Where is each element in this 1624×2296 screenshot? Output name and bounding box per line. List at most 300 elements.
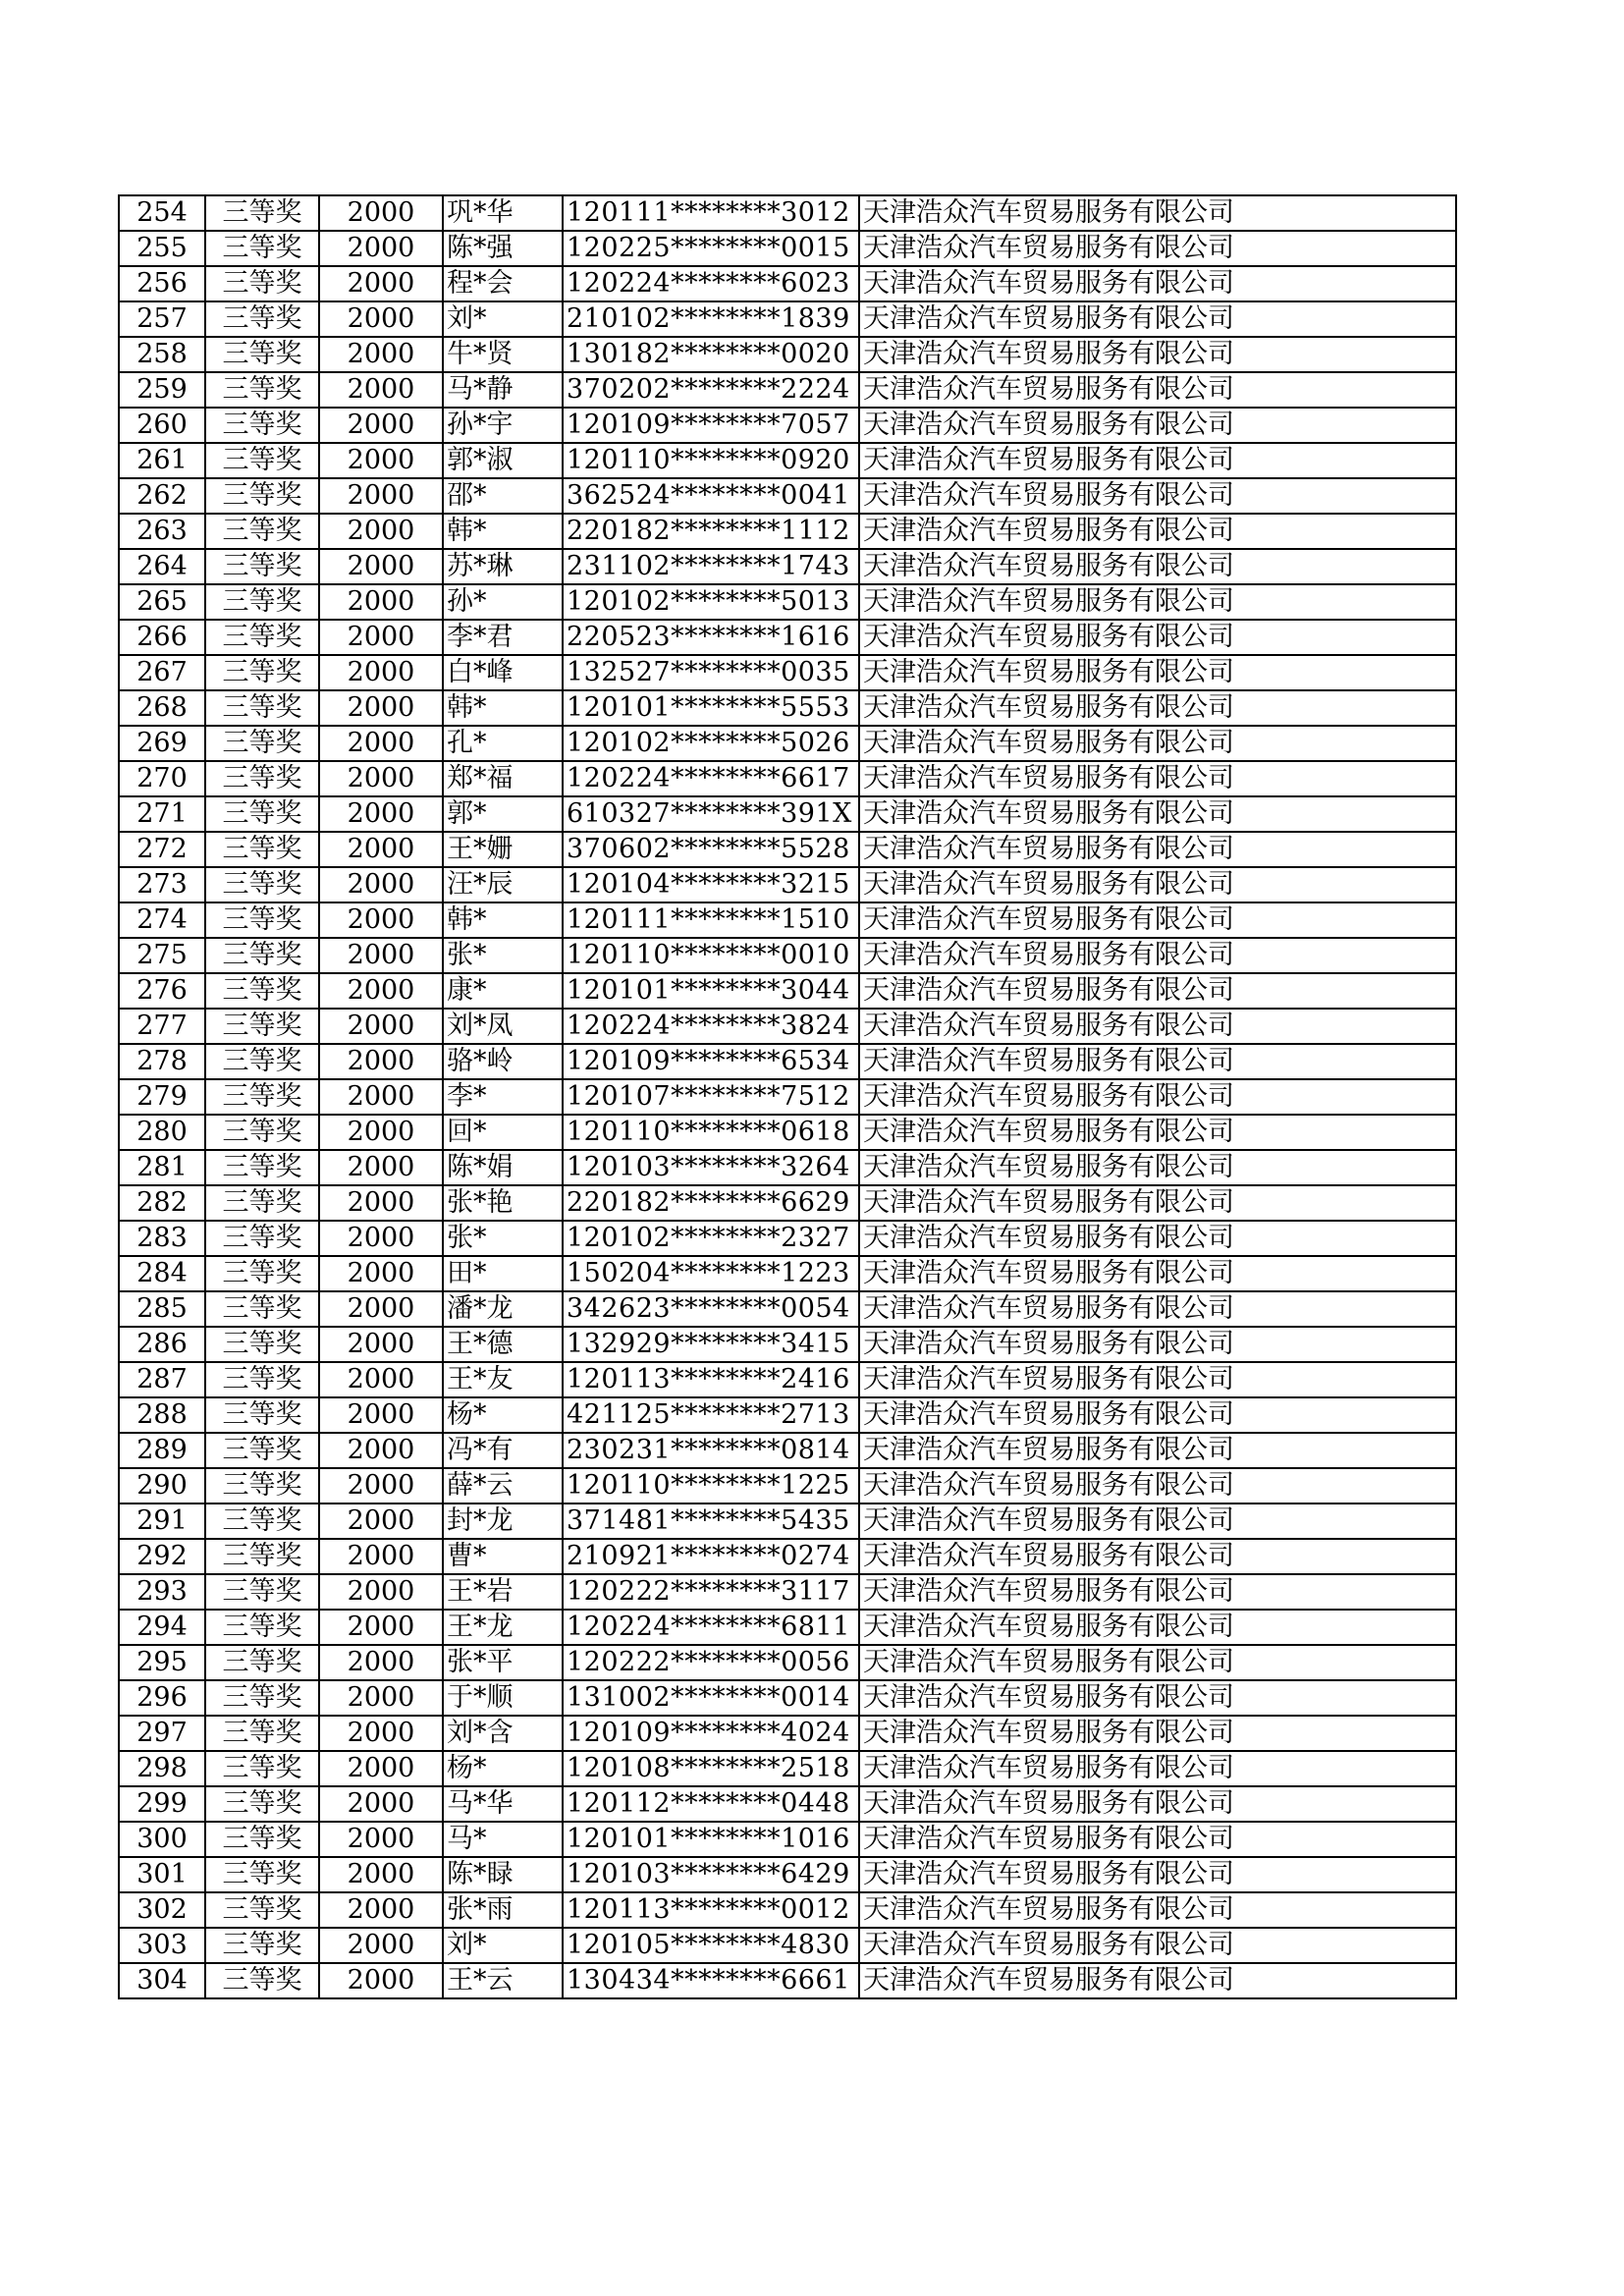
serial-number-cell: 289 bbox=[119, 1433, 205, 1468]
id-number-cell: 120111********1510 bbox=[563, 902, 859, 938]
table-row bbox=[119, 443, 1456, 478]
winner-name-cell: 王*岩 bbox=[443, 1574, 563, 1610]
company-cell: 天津浩众汽车贸易服务有限公司 bbox=[859, 549, 1456, 584]
prize-amount-cell: 2000 bbox=[319, 726, 443, 761]
prize-amount-cell: 2000 bbox=[319, 902, 443, 938]
id-number-cell: 120110********0010 bbox=[563, 938, 859, 973]
table-row bbox=[119, 1044, 1456, 1079]
company-cell: 天津浩众汽车贸易服务有限公司 bbox=[859, 1468, 1456, 1503]
prize-level-cell: 三等奖 bbox=[205, 372, 319, 408]
table-row bbox=[119, 1680, 1456, 1716]
company-cell: 天津浩众汽车贸易服务有限公司 bbox=[859, 655, 1456, 690]
company-cell: 天津浩众汽车贸易服务有限公司 bbox=[859, 1751, 1456, 1786]
prize-amount-cell: 2000 bbox=[319, 337, 443, 372]
winner-name-cell: 白*峰 bbox=[443, 655, 563, 690]
company-cell: 天津浩众汽车贸易服务有限公司 bbox=[859, 443, 1456, 478]
prize-amount-cell: 2000 bbox=[319, 1115, 443, 1150]
winner-name-cell: 马*华 bbox=[443, 1786, 563, 1822]
prize-amount-cell: 2000 bbox=[319, 195, 443, 231]
table-row bbox=[119, 1150, 1456, 1185]
prize-amount-cell: 2000 bbox=[319, 372, 443, 408]
winner-name-cell: 杨* bbox=[443, 1397, 563, 1433]
winner-name-cell: 康* bbox=[443, 973, 563, 1009]
winner-name-cell: 刘* bbox=[443, 1928, 563, 1963]
table-row bbox=[119, 337, 1456, 372]
table-row bbox=[119, 690, 1456, 726]
id-number-cell: 120224********6617 bbox=[563, 761, 859, 796]
winner-name-cell: 汪*辰 bbox=[443, 867, 563, 902]
company-cell: 天津浩众汽车贸易服务有限公司 bbox=[859, 938, 1456, 973]
prize-level-cell: 三等奖 bbox=[205, 1574, 319, 1610]
table-row bbox=[119, 1009, 1456, 1044]
serial-number-cell: 290 bbox=[119, 1468, 205, 1503]
prize-level-cell: 三等奖 bbox=[205, 1327, 319, 1362]
prize-amount-cell: 2000 bbox=[319, 690, 443, 726]
company-cell: 天津浩众汽车贸易服务有限公司 bbox=[859, 301, 1456, 337]
company-cell: 天津浩众汽车贸易服务有限公司 bbox=[859, 1327, 1456, 1362]
id-number-cell: 120105********4830 bbox=[563, 1928, 859, 1963]
winner-name-cell: 韩* bbox=[443, 514, 563, 549]
winner-name-cell: 马*静 bbox=[443, 372, 563, 408]
prize-level-cell: 三等奖 bbox=[205, 761, 319, 796]
prize-amount-cell: 2000 bbox=[319, 1751, 443, 1786]
serial-number-cell: 294 bbox=[119, 1610, 205, 1645]
id-number-cell: 342623********0054 bbox=[563, 1291, 859, 1327]
prize-level-cell: 三等奖 bbox=[205, 1185, 319, 1221]
prize-amount-cell: 2000 bbox=[319, 1892, 443, 1928]
prize-amount-cell: 2000 bbox=[319, 1150, 443, 1185]
prize-level-cell: 三等奖 bbox=[205, 1468, 319, 1503]
prize-level-cell: 三等奖 bbox=[205, 620, 319, 655]
prize-amount-cell: 2000 bbox=[319, 1539, 443, 1574]
prize-level-cell: 三等奖 bbox=[205, 266, 319, 301]
id-number-cell: 120110********1225 bbox=[563, 1468, 859, 1503]
prize-level-cell: 三等奖 bbox=[205, 514, 319, 549]
winner-name-cell: 王*龙 bbox=[443, 1610, 563, 1645]
prize-level-cell: 三等奖 bbox=[205, 973, 319, 1009]
id-number-cell: 120224********6023 bbox=[563, 266, 859, 301]
table-row bbox=[119, 1751, 1456, 1786]
winner-name-cell: 苏*琳 bbox=[443, 549, 563, 584]
table-row bbox=[119, 1963, 1456, 1998]
company-cell: 天津浩众汽车贸易服务有限公司 bbox=[859, 973, 1456, 1009]
prize-level-cell: 三等奖 bbox=[205, 655, 319, 690]
table-row bbox=[119, 761, 1456, 796]
prize-amount-cell: 2000 bbox=[319, 1221, 443, 1256]
company-cell: 天津浩众汽车贸易服务有限公司 bbox=[859, 796, 1456, 832]
company-cell: 天津浩众汽车贸易服务有限公司 bbox=[859, 620, 1456, 655]
winner-name-cell: 封*龙 bbox=[443, 1503, 563, 1539]
serial-number-cell: 264 bbox=[119, 549, 205, 584]
winner-name-cell: 张*雨 bbox=[443, 1892, 563, 1928]
prize-amount-cell: 2000 bbox=[319, 1822, 443, 1857]
serial-number-cell: 293 bbox=[119, 1574, 205, 1610]
winner-name-cell: 张* bbox=[443, 1221, 563, 1256]
prize-amount-cell: 2000 bbox=[319, 1185, 443, 1221]
winner-name-cell: 李* bbox=[443, 1079, 563, 1115]
winner-name-cell: 巩*华 bbox=[443, 195, 563, 231]
winner-name-cell: 陈*娟 bbox=[443, 1150, 563, 1185]
serial-number-cell: 302 bbox=[119, 1892, 205, 1928]
id-number-cell: 421125********2713 bbox=[563, 1397, 859, 1433]
table-row bbox=[119, 1645, 1456, 1680]
prize-amount-cell: 2000 bbox=[319, 938, 443, 973]
serial-number-cell: 260 bbox=[119, 408, 205, 443]
prize-amount-cell: 2000 bbox=[319, 832, 443, 867]
table-row bbox=[119, 1610, 1456, 1645]
table-row bbox=[119, 478, 1456, 514]
serial-number-cell: 299 bbox=[119, 1786, 205, 1822]
prize-level-cell: 三等奖 bbox=[205, 1433, 319, 1468]
company-cell: 天津浩众汽车贸易服务有限公司 bbox=[859, 1185, 1456, 1221]
prize-amount-cell: 2000 bbox=[319, 301, 443, 337]
table-row bbox=[119, 1822, 1456, 1857]
company-cell: 天津浩众汽车贸易服务有限公司 bbox=[859, 514, 1456, 549]
prize-level-cell: 三等奖 bbox=[205, 337, 319, 372]
table-row bbox=[119, 796, 1456, 832]
id-number-cell: 120113********2416 bbox=[563, 1362, 859, 1397]
winner-name-cell: 田* bbox=[443, 1256, 563, 1291]
table-row bbox=[119, 1503, 1456, 1539]
prize-level-cell: 三等奖 bbox=[205, 1079, 319, 1115]
table-row bbox=[119, 938, 1456, 973]
id-number-cell: 120103********3264 bbox=[563, 1150, 859, 1185]
prize-amount-cell: 2000 bbox=[319, 973, 443, 1009]
serial-number-cell: 269 bbox=[119, 726, 205, 761]
prize-amount-cell: 2000 bbox=[319, 443, 443, 478]
id-number-cell: 231102********1743 bbox=[563, 549, 859, 584]
serial-number-cell: 257 bbox=[119, 301, 205, 337]
company-cell: 天津浩众汽车贸易服务有限公司 bbox=[859, 1009, 1456, 1044]
prize-amount-cell: 2000 bbox=[319, 231, 443, 266]
prize-level-cell: 三等奖 bbox=[205, 1291, 319, 1327]
id-number-cell: 120104********3215 bbox=[563, 867, 859, 902]
company-cell: 天津浩众汽车贸易服务有限公司 bbox=[859, 337, 1456, 372]
serial-number-cell: 263 bbox=[119, 514, 205, 549]
winner-name-cell: 薛*云 bbox=[443, 1468, 563, 1503]
company-cell: 天津浩众汽车贸易服务有限公司 bbox=[859, 584, 1456, 620]
prize-amount-cell: 2000 bbox=[319, 1397, 443, 1433]
id-number-cell: 610327********391X bbox=[563, 796, 859, 832]
table-row bbox=[119, 655, 1456, 690]
prize-level-cell: 三等奖 bbox=[205, 443, 319, 478]
id-number-cell: 150204********1223 bbox=[563, 1256, 859, 1291]
company-cell: 天津浩众汽车贸易服务有限公司 bbox=[859, 1503, 1456, 1539]
winner-name-cell: 孙*宇 bbox=[443, 408, 563, 443]
serial-number-cell: 258 bbox=[119, 337, 205, 372]
serial-number-cell: 279 bbox=[119, 1079, 205, 1115]
id-number-cell: 230231********0814 bbox=[563, 1433, 859, 1468]
prize-level-cell: 三等奖 bbox=[205, 1716, 319, 1751]
prize-level-cell: 三等奖 bbox=[205, 796, 319, 832]
winner-name-cell: 刘*凤 bbox=[443, 1009, 563, 1044]
company-cell: 天津浩众汽车贸易服务有限公司 bbox=[859, 266, 1456, 301]
table-row bbox=[119, 1574, 1456, 1610]
id-number-cell: 220182********6629 bbox=[563, 1185, 859, 1221]
serial-number-cell: 276 bbox=[119, 973, 205, 1009]
table-row bbox=[119, 1079, 1456, 1115]
id-number-cell: 120110********0618 bbox=[563, 1115, 859, 1150]
winner-name-cell: 陈*强 bbox=[443, 231, 563, 266]
prize-level-cell: 三等奖 bbox=[205, 549, 319, 584]
table-row bbox=[119, 1185, 1456, 1221]
prize-level-cell: 三等奖 bbox=[205, 1150, 319, 1185]
company-cell: 天津浩众汽车贸易服务有限公司 bbox=[859, 1115, 1456, 1150]
company-cell: 天津浩众汽车贸易服务有限公司 bbox=[859, 1822, 1456, 1857]
table-row bbox=[119, 1716, 1456, 1751]
serial-number-cell: 298 bbox=[119, 1751, 205, 1786]
id-number-cell: 120101********3044 bbox=[563, 973, 859, 1009]
prize-amount-cell: 2000 bbox=[319, 1291, 443, 1327]
table-row bbox=[119, 195, 1456, 231]
company-cell: 天津浩众汽车贸易服务有限公司 bbox=[859, 1044, 1456, 1079]
prize-level-cell: 三等奖 bbox=[205, 726, 319, 761]
prize-level-cell: 三等奖 bbox=[205, 1680, 319, 1716]
table-row bbox=[119, 973, 1456, 1009]
serial-number-cell: 292 bbox=[119, 1539, 205, 1574]
prize-level-cell: 三等奖 bbox=[205, 1397, 319, 1433]
serial-number-cell: 280 bbox=[119, 1115, 205, 1150]
id-number-cell: 120103********6429 bbox=[563, 1857, 859, 1892]
table-row bbox=[119, 1857, 1456, 1892]
winner-name-cell: 张*平 bbox=[443, 1645, 563, 1680]
winner-name-cell: 于*顺 bbox=[443, 1680, 563, 1716]
prize-level-cell: 三等奖 bbox=[205, 584, 319, 620]
serial-number-cell: 277 bbox=[119, 1009, 205, 1044]
prize-amount-cell: 2000 bbox=[319, 266, 443, 301]
id-number-cell: 120224********3824 bbox=[563, 1009, 859, 1044]
prize-level-cell: 三等奖 bbox=[205, 1857, 319, 1892]
table-row bbox=[119, 584, 1456, 620]
company-cell: 天津浩众汽车贸易服务有限公司 bbox=[859, 408, 1456, 443]
prize-level-cell: 三等奖 bbox=[205, 408, 319, 443]
id-number-cell: 370602********5528 bbox=[563, 832, 859, 867]
company-cell: 天津浩众汽车贸易服务有限公司 bbox=[859, 231, 1456, 266]
prize-amount-cell: 2000 bbox=[319, 1574, 443, 1610]
prize-level-cell: 三等奖 bbox=[205, 1751, 319, 1786]
company-cell: 天津浩众汽车贸易服务有限公司 bbox=[859, 1079, 1456, 1115]
prize-level-cell: 三等奖 bbox=[205, 1362, 319, 1397]
serial-number-cell: 283 bbox=[119, 1221, 205, 1256]
prize-amount-cell: 2000 bbox=[319, 549, 443, 584]
prize-amount-cell: 2000 bbox=[319, 1503, 443, 1539]
id-number-cell: 120101********1016 bbox=[563, 1822, 859, 1857]
serial-number-cell: 267 bbox=[119, 655, 205, 690]
table-row bbox=[119, 1928, 1456, 1963]
prize-amount-cell: 2000 bbox=[319, 1044, 443, 1079]
table-row bbox=[119, 301, 1456, 337]
prize-amount-cell: 2000 bbox=[319, 1327, 443, 1362]
serial-number-cell: 274 bbox=[119, 902, 205, 938]
company-cell: 天津浩众汽车贸易服务有限公司 bbox=[859, 372, 1456, 408]
prize-amount-cell: 2000 bbox=[319, 1786, 443, 1822]
winner-name-cell: 杨* bbox=[443, 1751, 563, 1786]
table-row bbox=[119, 1362, 1456, 1397]
id-number-cell: 120107********7512 bbox=[563, 1079, 859, 1115]
table-row bbox=[119, 266, 1456, 301]
serial-number-cell: 256 bbox=[119, 266, 205, 301]
serial-number-cell: 261 bbox=[119, 443, 205, 478]
serial-number-cell: 282 bbox=[119, 1185, 205, 1221]
prize-level-cell: 三等奖 bbox=[205, 832, 319, 867]
serial-number-cell: 281 bbox=[119, 1150, 205, 1185]
prize-level-cell: 三等奖 bbox=[205, 1221, 319, 1256]
winner-name-cell: 冯*有 bbox=[443, 1433, 563, 1468]
prize-level-cell: 三等奖 bbox=[205, 1822, 319, 1857]
winner-name-cell: 郭*淑 bbox=[443, 443, 563, 478]
winner-name-cell: 王*云 bbox=[443, 1963, 563, 1998]
prize-amount-cell: 2000 bbox=[319, 1468, 443, 1503]
company-cell: 天津浩众汽车贸易服务有限公司 bbox=[859, 195, 1456, 231]
serial-number-cell: 271 bbox=[119, 796, 205, 832]
id-number-cell: 120224********6811 bbox=[563, 1610, 859, 1645]
table-row bbox=[119, 902, 1456, 938]
id-number-cell: 120102********2327 bbox=[563, 1221, 859, 1256]
id-number-cell: 220523********1616 bbox=[563, 620, 859, 655]
prize-level-cell: 三等奖 bbox=[205, 231, 319, 266]
serial-number-cell: 278 bbox=[119, 1044, 205, 1079]
id-number-cell: 132929********3415 bbox=[563, 1327, 859, 1362]
winner-name-cell: 张*艳 bbox=[443, 1185, 563, 1221]
table-row bbox=[119, 1468, 1456, 1503]
company-cell: 天津浩众汽车贸易服务有限公司 bbox=[859, 1574, 1456, 1610]
table-row bbox=[119, 231, 1456, 266]
serial-number-cell: 295 bbox=[119, 1645, 205, 1680]
winner-name-cell: 孔* bbox=[443, 726, 563, 761]
serial-number-cell: 275 bbox=[119, 938, 205, 973]
id-number-cell: 120102********5013 bbox=[563, 584, 859, 620]
winner-name-cell: 回* bbox=[443, 1115, 563, 1150]
table-row bbox=[119, 1327, 1456, 1362]
prize-level-cell: 三等奖 bbox=[205, 1928, 319, 1963]
company-cell: 天津浩众汽车贸易服务有限公司 bbox=[859, 1786, 1456, 1822]
prize-level-cell: 三等奖 bbox=[205, 1539, 319, 1574]
company-cell: 天津浩众汽车贸易服务有限公司 bbox=[859, 1256, 1456, 1291]
winner-name-cell: 曹* bbox=[443, 1539, 563, 1574]
company-cell: 天津浩众汽车贸易服务有限公司 bbox=[859, 761, 1456, 796]
id-number-cell: 120222********0056 bbox=[563, 1645, 859, 1680]
id-number-cell: 130434********6661 bbox=[563, 1963, 859, 1998]
company-cell: 天津浩众汽车贸易服务有限公司 bbox=[859, 1857, 1456, 1892]
table-row bbox=[119, 1539, 1456, 1574]
id-number-cell: 131002********0014 bbox=[563, 1680, 859, 1716]
id-number-cell: 210921********0274 bbox=[563, 1539, 859, 1574]
id-number-cell: 120112********0448 bbox=[563, 1786, 859, 1822]
id-number-cell: 120109********4024 bbox=[563, 1716, 859, 1751]
winner-name-cell: 程*会 bbox=[443, 266, 563, 301]
prize-level-cell: 三等奖 bbox=[205, 1256, 319, 1291]
id-number-cell: 120113********0012 bbox=[563, 1892, 859, 1928]
company-cell: 天津浩众汽车贸易服务有限公司 bbox=[859, 478, 1456, 514]
prize-amount-cell: 2000 bbox=[319, 1680, 443, 1716]
serial-number-cell: 285 bbox=[119, 1291, 205, 1327]
id-number-cell: 120101********5553 bbox=[563, 690, 859, 726]
id-number-cell: 120109********6534 bbox=[563, 1044, 859, 1079]
prize-amount-cell: 2000 bbox=[319, 1645, 443, 1680]
winner-name-cell: 马* bbox=[443, 1822, 563, 1857]
prize-level-cell: 三等奖 bbox=[205, 1892, 319, 1928]
table-row bbox=[119, 867, 1456, 902]
winner-name-cell: 王*姗 bbox=[443, 832, 563, 867]
company-cell: 天津浩众汽车贸易服务有限公司 bbox=[859, 1716, 1456, 1751]
table-body bbox=[119, 195, 1456, 1998]
prize-amount-cell: 2000 bbox=[319, 867, 443, 902]
prize-amount-cell: 2000 bbox=[319, 1928, 443, 1963]
winner-name-cell: 刘* bbox=[443, 301, 563, 337]
serial-number-cell: 291 bbox=[119, 1503, 205, 1539]
company-cell: 天津浩众汽车贸易服务有限公司 bbox=[859, 1291, 1456, 1327]
id-number-cell: 120110********0920 bbox=[563, 443, 859, 478]
serial-number-cell: 255 bbox=[119, 231, 205, 266]
winner-name-cell: 潘*龙 bbox=[443, 1291, 563, 1327]
company-cell: 天津浩众汽车贸易服务有限公司 bbox=[859, 867, 1456, 902]
serial-number-cell: 286 bbox=[119, 1327, 205, 1362]
prize-level-cell: 三等奖 bbox=[205, 1503, 319, 1539]
id-number-cell: 370202********2224 bbox=[563, 372, 859, 408]
table-row bbox=[119, 832, 1456, 867]
prize-level-cell: 三等奖 bbox=[205, 690, 319, 726]
winner-name-cell: 郭* bbox=[443, 796, 563, 832]
id-number-cell: 120102********5026 bbox=[563, 726, 859, 761]
company-cell: 天津浩众汽车贸易服务有限公司 bbox=[859, 1397, 1456, 1433]
table-row bbox=[119, 514, 1456, 549]
serial-number-cell: 284 bbox=[119, 1256, 205, 1291]
winner-name-cell: 骆*岭 bbox=[443, 1044, 563, 1079]
serial-number-cell: 303 bbox=[119, 1928, 205, 1963]
prize-level-cell: 三等奖 bbox=[205, 867, 319, 902]
company-cell: 天津浩众汽车贸易服务有限公司 bbox=[859, 1221, 1456, 1256]
winner-name-cell: 陈*睩 bbox=[443, 1857, 563, 1892]
winner-name-cell: 韩* bbox=[443, 690, 563, 726]
table-row bbox=[119, 726, 1456, 761]
prize-amount-cell: 2000 bbox=[319, 1009, 443, 1044]
prize-amount-cell: 2000 bbox=[319, 796, 443, 832]
winner-name-cell: 郑*福 bbox=[443, 761, 563, 796]
prize-amount-cell: 2000 bbox=[319, 584, 443, 620]
company-cell: 天津浩众汽车贸易服务有限公司 bbox=[859, 1539, 1456, 1574]
table-row bbox=[119, 620, 1456, 655]
serial-number-cell: 259 bbox=[119, 372, 205, 408]
table-row bbox=[119, 1892, 1456, 1928]
table-row bbox=[119, 1786, 1456, 1822]
table-row bbox=[119, 1397, 1456, 1433]
id-number-cell: 132527********0035 bbox=[563, 655, 859, 690]
serial-number-cell: 270 bbox=[119, 761, 205, 796]
company-cell: 天津浩众汽车贸易服务有限公司 bbox=[859, 1362, 1456, 1397]
winner-name-cell: 韩* bbox=[443, 902, 563, 938]
company-cell: 天津浩众汽车贸易服务有限公司 bbox=[859, 902, 1456, 938]
prize-level-cell: 三等奖 bbox=[205, 478, 319, 514]
prize-level-cell: 三等奖 bbox=[205, 1963, 319, 1998]
company-cell: 天津浩众汽车贸易服务有限公司 bbox=[859, 832, 1456, 867]
prize-level-cell: 三等奖 bbox=[205, 1044, 319, 1079]
prize-amount-cell: 2000 bbox=[319, 478, 443, 514]
prize-amount-cell: 2000 bbox=[319, 1716, 443, 1751]
winner-name-cell: 王*友 bbox=[443, 1362, 563, 1397]
prize-winners-table bbox=[118, 194, 1457, 1999]
id-number-cell: 210102********1839 bbox=[563, 301, 859, 337]
prize-amount-cell: 2000 bbox=[319, 408, 443, 443]
serial-number-cell: 296 bbox=[119, 1680, 205, 1716]
table-row bbox=[119, 1256, 1456, 1291]
table-row bbox=[119, 1115, 1456, 1150]
serial-number-cell: 301 bbox=[119, 1857, 205, 1892]
prize-level-cell: 三等奖 bbox=[205, 195, 319, 231]
company-cell: 天津浩众汽车贸易服务有限公司 bbox=[859, 726, 1456, 761]
prize-level-cell: 三等奖 bbox=[205, 1786, 319, 1822]
company-cell: 天津浩众汽车贸易服务有限公司 bbox=[859, 1928, 1456, 1963]
prize-amount-cell: 2000 bbox=[319, 514, 443, 549]
